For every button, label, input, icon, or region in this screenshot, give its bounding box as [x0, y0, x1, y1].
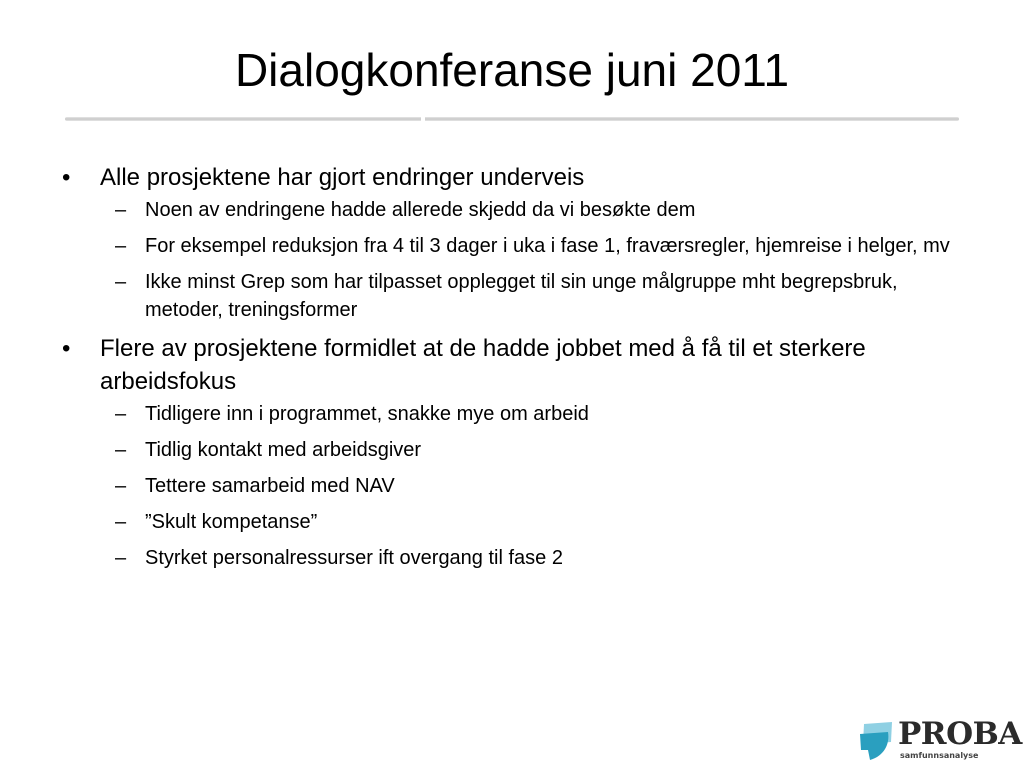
dash-marker: –	[115, 511, 127, 533]
sub-bullet-text: Styrket personalressurser ift overgang til fase 2	[145, 547, 563, 569]
logo-tagline: samfunnsanalyse	[900, 751, 979, 760]
sub-bullet-item	[100, 268, 980, 324]
sub-bullet-text: For eksempel reduksjon fra 4 til 3 dager i uka i fase 1, fraværsregler, hjemreise i helger, mv	[145, 235, 950, 257]
sub-bullet-item	[100, 232, 980, 260]
sub-bullet-item	[100, 544, 980, 572]
logo-mark-front	[860, 732, 888, 760]
slide-title: Dialogkonferanse juni 2011	[234, 44, 790, 96]
sub-bullet-text: Tidligere inn i programmet, snakke mye om arbeid	[145, 403, 589, 425]
sub-bullet-item	[100, 472, 980, 500]
sub-bullet-list	[100, 400, 980, 572]
sub-bullet-text: Ikke minst Grep som har tilpasset opplegget til sin unge målgruppe mht begrepsbruk, metoder, treningsformer	[145, 271, 898, 321]
logo-wordmark: PROBA	[898, 716, 1022, 752]
bullet-text: Alle prosjektene har gjort endringer underveis	[100, 164, 585, 191]
bullet-marker: •	[62, 164, 71, 191]
title-divider	[65, 117, 959, 121]
dash-marker: –	[115, 547, 127, 569]
dash-marker: –	[115, 439, 127, 461]
sub-bullet-item	[100, 436, 980, 464]
sub-bullet-text: Noen av endringene hadde allerede skjedd da vi besøkte dem	[145, 199, 696, 221]
bullet-marker: •	[62, 335, 71, 362]
dash-marker: –	[115, 403, 127, 425]
proba-logo	[858, 716, 1020, 768]
dash-marker: –	[115, 271, 127, 293]
dash-marker: –	[115, 235, 127, 257]
proba-logo-mark-icon	[858, 720, 898, 762]
bullet-text: Flere av prosjektene formidlet at de hadde jobbet med å få til et sterkere arbeidsfokus	[100, 335, 866, 395]
sub-bullet-text: Tidlig kontakt med arbeidsgiver	[145, 439, 422, 461]
sub-bullet-item	[100, 196, 980, 224]
bullet-item	[60, 332, 980, 572]
sub-bullet-text: ”Skult kompetanse”	[145, 511, 318, 533]
sub-bullet-text: Tettere samarbeid med NAV	[145, 475, 395, 497]
dash-marker: –	[115, 475, 127, 497]
sub-bullet-item	[100, 508, 980, 536]
bullet-item	[60, 161, 980, 324]
sub-bullet-list	[100, 196, 980, 324]
dash-marker: –	[115, 199, 127, 221]
bullet-list	[60, 161, 980, 580]
sub-bullet-item	[100, 400, 980, 428]
